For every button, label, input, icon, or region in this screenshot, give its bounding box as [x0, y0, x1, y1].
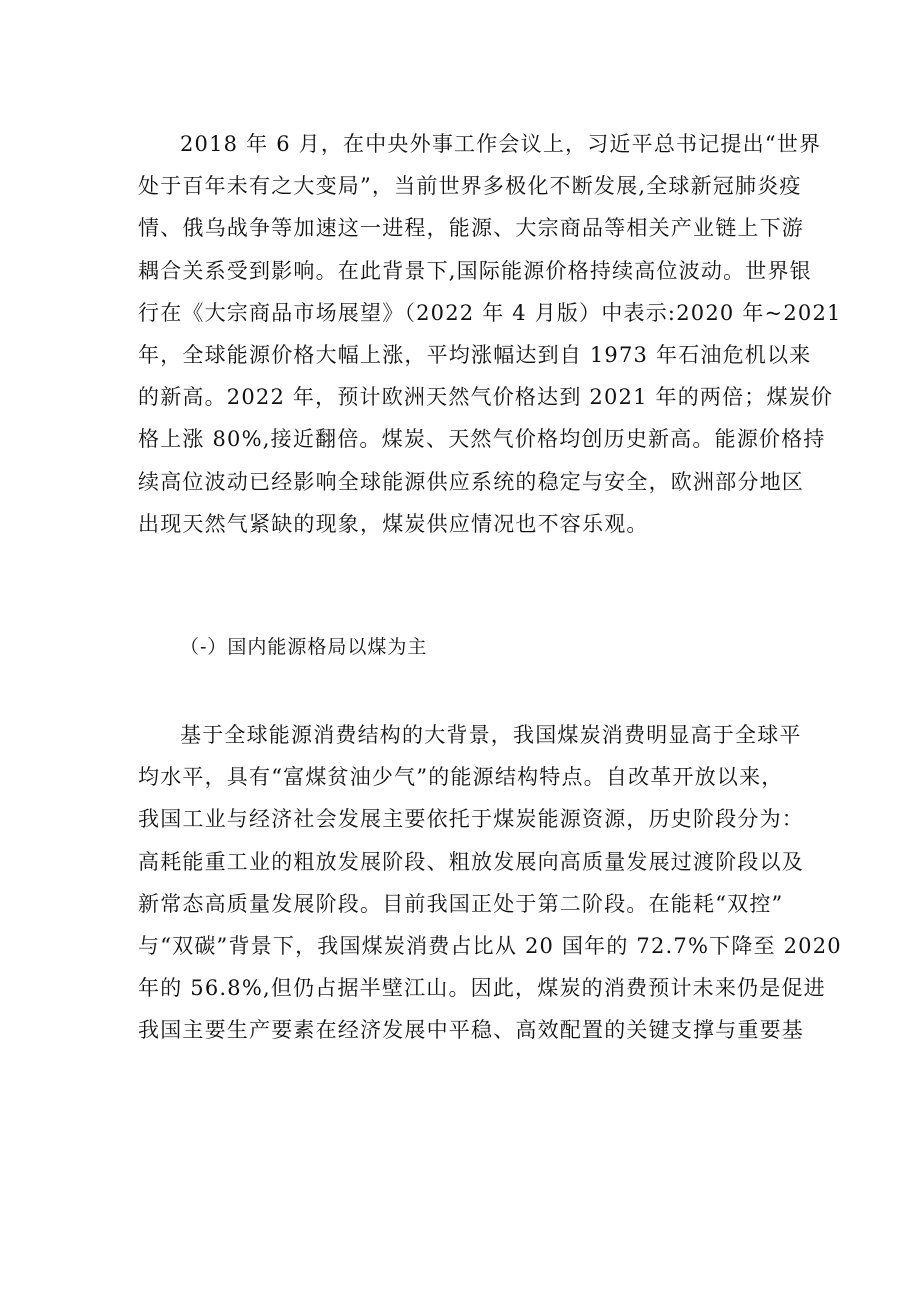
paragraph-line: 处于百年未有之大变局”，当前世界多极化不断发展,全球新冠肺炎疫 [138, 174, 802, 199]
paragraph-line: 均水平，具有“富煤贫油少气”的能源结构特点。自改革开放以来， [138, 765, 784, 790]
paragraph-line: 格上涨 80%,接近翻倍。煤炭、天然气价格均创历史新高。能源价格持 [138, 427, 826, 452]
paragraph-line: 年的 56.8%,但仍占据半壁江山。因此，煤炭的消费预计未来仍是促进 [138, 976, 826, 1001]
paragraph-global-energy [138, 123, 842, 545]
paragraph-line: 我国工业与经济社会发展主要依托于煤炭能源资源，历史阶段分为： [138, 807, 804, 832]
paragraph-line: 年，全球能源价格大幅上涨，平均涨幅达到自 1973 年石油危机以来 [138, 342, 812, 367]
paragraph-line: 的新高。2022 年，预计欧洲天然气价格达到 2021 年的两倍；煤炭价 [138, 385, 834, 410]
section-heading: （-）国内能源格局以煤为主 [180, 636, 428, 658]
paragraph-line: 2018 年 6 月，在中央外事工作会议上，习近平总书记提出“世界 [180, 132, 822, 156]
paragraph-line: 行在《大宗商品市场展望》（2022 年 4 月版）中表示:2020 年~2021 [138, 300, 842, 325]
paragraph-domestic-energy [138, 714, 842, 1052]
paragraph-line: 出现天然气紧缺的现象，煤炭供应情况也不容乐观。 [138, 511, 649, 536]
paragraph-line: 基于全球能源消费结构的大背景，我国煤炭消费明显高于全球平 [180, 723, 802, 747]
paragraph-line: 与“双碳”背景下，我国煤炭消费占比从 20 国年的 72.7%下降至 2020 [138, 933, 842, 958]
paragraph-line: 情、俄乌战争等加速这一进程，能源、大宗商品等相关产业链上下游 [138, 216, 804, 241]
paragraph-line: 我国主要生产要素在经济发展中平稳、高效配置的关键支撑与重要基 [138, 1018, 804, 1043]
paragraph-line: 新常态高质量发展阶段。目前我国正处于第二阶段。在能耗“双控” [138, 891, 784, 916]
paragraph-line: 耦合关系受到影响。在此背景下,国际能源价格持续高位波动。世界银 [138, 258, 812, 283]
paragraph-line: 续高位波动已经影响全球能源供应系统的稳定与安全，欧洲部分地区 [138, 469, 804, 494]
paragraph-line: 高耗能重工业的粗放发展阶段、粗放发展向高质量发展过渡阶段以及 [138, 849, 804, 874]
